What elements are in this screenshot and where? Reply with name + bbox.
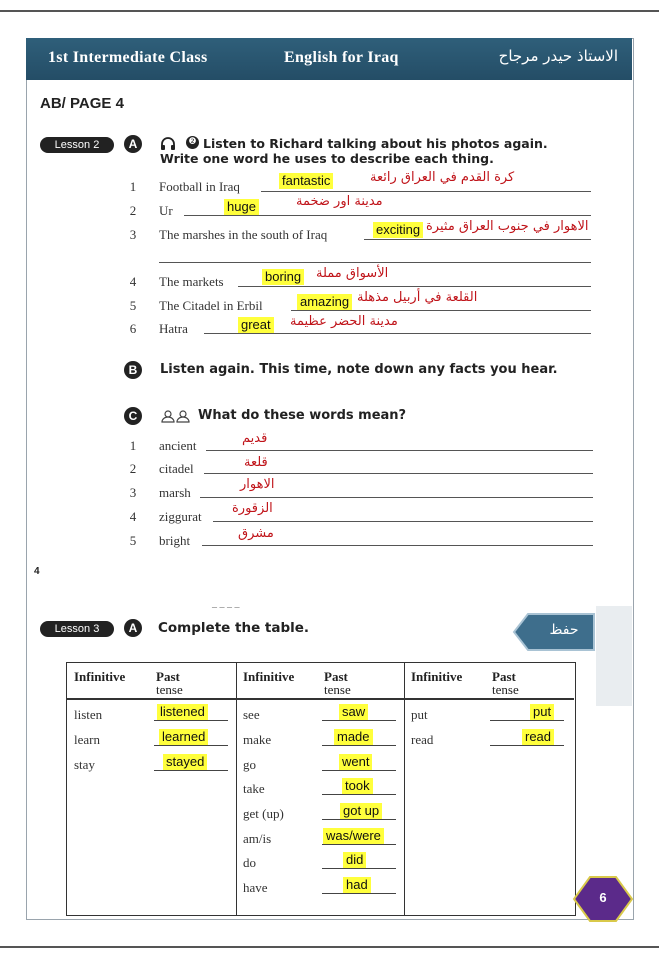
verb-infinitive: am/is (243, 831, 272, 846)
book-title: English for Iraq (284, 49, 399, 66)
item-number: 3 (129, 485, 137, 500)
arabic-meaning: قديم (242, 431, 268, 446)
verb-table (66, 662, 576, 916)
arabic-translation: القلعة في أربيل مذهلة (357, 290, 478, 305)
headphones-icon (160, 136, 176, 151)
verb-past: got up (340, 803, 382, 819)
answer-line (213, 521, 593, 522)
item-number: 5 (129, 298, 137, 313)
col-header-past: Past (492, 669, 516, 684)
page-header (26, 38, 632, 80)
answer-line (322, 893, 396, 894)
vocab-word: ancient (159, 438, 197, 453)
lesson3-pill: Lesson 3 (40, 621, 114, 637)
item-number: 4 (129, 509, 137, 524)
part-a-badge: A (124, 619, 142, 637)
verb-infinitive: learn (74, 732, 100, 747)
lesson2-pill: Lesson 2 (40, 137, 114, 153)
answer-line (322, 868, 396, 869)
item-number: 6 (129, 321, 137, 336)
col-header-infinitive: Infinitive (411, 669, 463, 684)
table-divider (236, 662, 237, 915)
verb-past: put (530, 704, 554, 720)
answer-highlight: fantastic (279, 173, 333, 189)
arabic-translation: الأسواق مملة (316, 266, 389, 281)
verb-past: was/were (323, 828, 384, 844)
col-header-past: Past (324, 669, 348, 684)
item-number: 4 (129, 274, 137, 289)
arabic-translation: الاهوار في جنوب العراق مثيرة (426, 219, 589, 234)
verb-infinitive: take (243, 781, 265, 796)
answer-line (206, 450, 593, 451)
arabic-meaning: الاهوار (240, 477, 275, 492)
page-label: AB/ PAGE 4 (40, 95, 124, 112)
item-text: The Citadel in Erbil (159, 298, 263, 313)
part-b-instruction: Listen again. This time, note down any facts you hear. (160, 362, 558, 377)
answer-highlight: huge (224, 199, 259, 215)
verb-past: learned (159, 729, 208, 745)
verb-infinitive: do (243, 855, 256, 870)
answer-line (204, 473, 593, 474)
track-number: ❷ (186, 136, 199, 149)
answer-line (261, 191, 591, 192)
side-panel (596, 606, 632, 706)
col-header-past: Past (156, 669, 180, 684)
verb-infinitive: put (411, 707, 428, 722)
arabic-meaning: الزقورة (232, 501, 273, 516)
table-header-rule (66, 698, 574, 700)
verb-infinitive: read (411, 732, 434, 747)
pair-work-icon (160, 410, 192, 423)
verb-past: saw (339, 704, 368, 720)
item-number: 1 (129, 438, 137, 453)
arabic-meaning: مشرق (238, 526, 274, 541)
answer-highlight: great (238, 317, 274, 333)
verb-infinitive: listen (74, 707, 103, 722)
verb-past: had (343, 877, 371, 893)
part-a-badge: A (124, 135, 142, 153)
answer-highlight: amazing (297, 294, 352, 310)
verb-past: went (339, 754, 372, 770)
answer-line (184, 215, 591, 216)
verb-past: took (342, 778, 373, 794)
part-a-instruction-2: Write one word he uses to describe each thing. (160, 151, 494, 166)
answer-highlight: boring (262, 269, 304, 285)
part-b-badge: B (124, 361, 142, 379)
item-number: 1 (129, 179, 137, 194)
verb-infinitive: go (243, 757, 256, 772)
table-divider (404, 662, 405, 915)
verb-past: listened (157, 704, 208, 720)
answer-line (322, 745, 396, 746)
arabic-translation: مدينة الحضر عظيمة (290, 314, 398, 329)
col-header-infinitive: Infinitive (243, 669, 295, 684)
page-badge (572, 875, 634, 923)
answer-line (154, 720, 228, 721)
vocab-word: bright (159, 533, 191, 548)
part-c-badge: C (124, 407, 142, 425)
verb-infinitive: see (243, 707, 260, 722)
verb-infinitive: get (up) (243, 806, 284, 821)
col-header-infinitive: Infinitive (74, 669, 126, 684)
answer-line (322, 720, 396, 721)
page-number: 4 (34, 566, 40, 577)
answer-line (364, 239, 591, 240)
answer-line (490, 720, 564, 721)
item-number: 3 (129, 227, 137, 242)
part-a-instruction-1: Listen to Richard talking about his photos again. (203, 136, 548, 151)
arabic-translation: مدينة اور ضخمة (296, 194, 383, 209)
part-c-instruction: What do these words mean? (198, 408, 407, 423)
teacher-name: الاستاذ حيدر مرجاح (498, 47, 618, 65)
item-number: 2 (129, 461, 137, 476)
answer-line (238, 286, 591, 287)
verb-infinitive: have (243, 880, 268, 895)
memorize-button[interactable] (512, 612, 596, 652)
vocab-word: ziggurat (159, 509, 202, 524)
item-text: Football in Iraq (159, 179, 240, 194)
answer-line-extra (159, 262, 591, 263)
item-text: Ur (159, 203, 173, 218)
answer-line (200, 497, 593, 498)
col-header-past-2: tense (156, 682, 183, 697)
answer-line (154, 770, 228, 771)
answer-line (322, 794, 396, 795)
answer-line (204, 333, 591, 334)
verb-past: read (522, 729, 554, 745)
verb-past: made (334, 729, 373, 745)
page-badge-number: 6 (599, 890, 607, 905)
vocab-word: marsh (159, 485, 191, 500)
answer-line (490, 745, 564, 746)
lesson3-instruction: Complete the table. (158, 620, 310, 636)
item-number: 2 (129, 203, 137, 218)
verb-past: did (343, 852, 366, 868)
col-header-past-2: tense (492, 682, 519, 697)
top-rule (0, 10, 659, 12)
course-title: 1st Intermediate Class (48, 49, 208, 66)
bottom-rule (0, 946, 659, 948)
verb-past: stayed (163, 754, 207, 770)
answer-line (322, 770, 396, 771)
vocab-word: citadel (159, 461, 194, 476)
answer-line (322, 844, 396, 845)
answer-line (322, 819, 396, 820)
verb-infinitive: stay (74, 757, 95, 772)
answer-line (291, 310, 591, 311)
item-number: 5 (129, 533, 137, 548)
verb-infinitive: make (243, 732, 272, 747)
scan-dots: ‒ ‒ ‒ ‒ (212, 602, 240, 613)
arabic-meaning: قلعة (244, 455, 268, 470)
arabic-translation: كرة القدم في العراق رائعة (370, 170, 515, 185)
answer-line (154, 745, 228, 746)
item-text: The marshes in the south of Iraq (159, 227, 328, 242)
item-text: The markets (159, 274, 224, 289)
answer-highlight: exciting (373, 222, 423, 238)
memorize-label: حفظ (549, 622, 579, 638)
col-header-past-2: tense (324, 682, 351, 697)
item-text: Hatra (159, 321, 188, 336)
answer-line (202, 545, 593, 546)
